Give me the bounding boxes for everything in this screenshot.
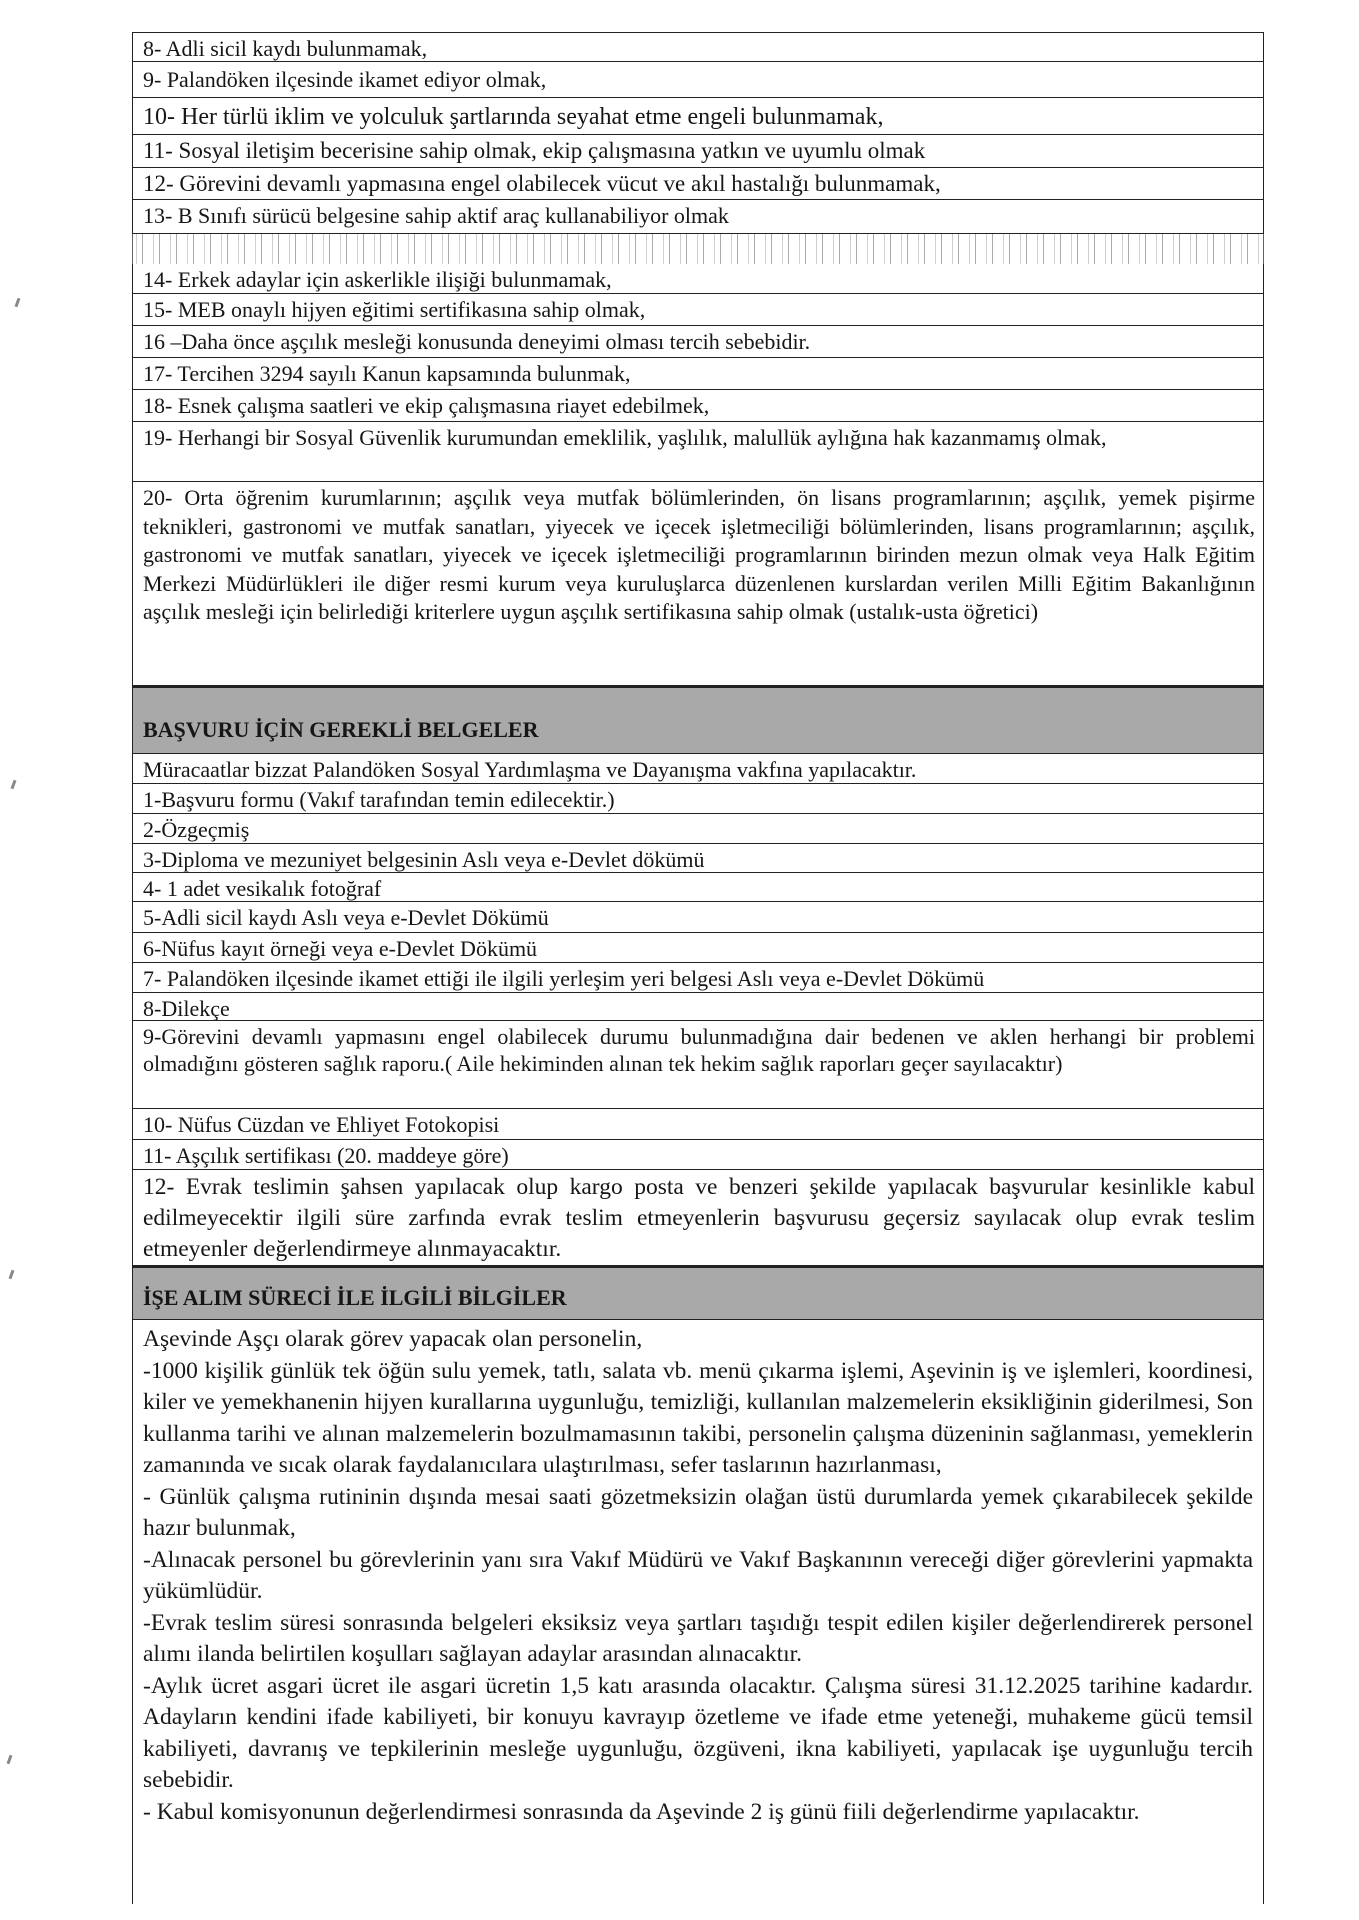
requirement-item: 20- Orta öğrenim kurumlarının; aşçılık veya mutfak bölümlerinden, ön lisans programlarının; aşçılık, yemek pişirme teknikleri, gastronomi ve mutfak sanatları, yiyecek ve içecek işletmeciliği bölümlerinden, lisans programlarının; aşçılık, gastronomi ve mutfak sanatları, yiyecek ve içecek işletmeciliği programlarının birinden mezun olmak veya Halk Eğitim Merkezi Müdürlükleri ile diğer resmi kurum veya kuruluşlarca düzenlenen kurslardan verilen Milli Eğitim Bakanlığının aşçılık mesleği için belirlediği kriterlere uygun aşçılık sertifikasına sahip olmak (ustalık-usta öğretici) bbox=[132, 482, 1264, 686]
document-item: 3-Diploma ve mezuniyet belgesinin Aslı veya e-Devlet dökümü bbox=[132, 844, 1264, 873]
document-item: 4- 1 adet vesikalık fotoğraf bbox=[132, 873, 1264, 902]
document-page bbox=[132, 32, 1264, 1904]
hiring-paragraph: - Kabul komisyonunun değerlendirmesi sonrasında da Aşevinde 2 iş günü fiili değerlendirme yapılacaktır. bbox=[143, 1798, 1140, 1825]
section-header-documents bbox=[132, 686, 1264, 754]
requirement-item: 18- Esnek çalışma saatleri ve ekip çalışmasına riayet edebilmek, bbox=[132, 390, 1264, 422]
document-item: 1-Başvuru formu (Vakıf tarafından temin edilecektir.) bbox=[132, 784, 1264, 814]
scan-artifact bbox=[132, 234, 1264, 264]
requirement-item: 17- Tercihen 3294 sayılı Kanun kapsamında bulunmak, bbox=[132, 358, 1264, 390]
scan-mark bbox=[15, 298, 21, 307]
hiring-paragraph: -Aylık ücret asgari ücret ile asgari ücretin 1,5 katı arasında olacaktır. Çalışma süresi 31.12.2025 tarihine kadardır. Adayların kendini ifade kabiliyeti, bir konuyu kavrayıp özetleme ve ifade etme yeteneği, muhakeme gücü temsil kabiliyeti, davranış ve tepkilerinin mesleğe uygunluğu, özgüveni, ikna kabiliyeti, yapılacak işe uygunluğu tercih sebebidir. bbox=[143, 1672, 1253, 1793]
section-title: İŞE ALIM SÜRECİ İLE İLGİLİ BİLGİLER bbox=[143, 1285, 567, 1310]
document-item: Müracaatlar bizzat Palandöken Sosyal Yardımlaşma ve Dayanışma vakfına yapılacaktır. bbox=[132, 754, 1264, 784]
requirement-item: 13- B Sınıfı sürücü belgesine sahip aktif araç kullanabiliyor olmak bbox=[132, 200, 1264, 234]
document-item: 11- Aşçılık sertifikası (20. maddeye göre) bbox=[132, 1140, 1264, 1170]
hiring-paragraph: - Günlük çalışma rutininin dışında mesai saati gözetmeksizin olağan üstü durumlarda yemek çıkarabilecek şekilde hazır bulunmak, bbox=[143, 1483, 1253, 1541]
requirement-item: 9- Palandöken ilçesinde ikamet ediyor olmak, bbox=[132, 62, 1264, 98]
scan-mark bbox=[11, 780, 17, 789]
requirement-item: 19- Herhangi bir Sosyal Güvenlik kurumundan emeklilik, yaşlılık, malullük aylığına hak kazanmamış olmak, bbox=[132, 422, 1264, 482]
document-item: 12- Evrak teslimin şahsen yapılacak olup kargo posta ve benzeri şekilde yapılacak başvurular kesinlikle kabul edilmeyecektir ilgili süre zarfında evrak teslim etmeyenlerin başvurusu geçersiz sayılacak olup evrak teslim etmeyenler değerlendirmeye alınmayacaktır. bbox=[132, 1170, 1264, 1266]
hiring-paragraph: -Alınacak personel bu görevlerinin yanı sıra Vakıf Müdürü ve Vakıf Başkanının vereceği diğer görevlerini yapmakta yükümlüdür. bbox=[143, 1546, 1253, 1604]
section-title: BAŞVURU İÇİN GEREKLİ BELGELER bbox=[143, 717, 539, 742]
section-header-hiring bbox=[132, 1266, 1264, 1320]
requirement-item: 10- Her türlü iklim ve yolculuk şartlarında seyahat etme engeli bulunmamak, bbox=[132, 98, 1264, 135]
requirement-item: 8- Adli sicil kaydı bulunmamak, bbox=[132, 32, 1264, 62]
requirement-item: 12- Görevini devamlı yapmasına engel olabilecek vücut ve akıl hastalığı bulunmamak, bbox=[132, 168, 1264, 200]
document-item: 10- Nüfus Cüzdan ve Ehliyet Fotokopisi bbox=[132, 1109, 1264, 1140]
document-item: 7- Palandöken ilçesinde ikamet ettiği ile ilgili yerleşim yeri belgesi Aslı veya e-Devlet Dökümü bbox=[132, 963, 1264, 993]
requirement-item: 14- Erkek adaylar için askerlikle ilişiği bulunmamak, bbox=[132, 264, 1264, 294]
hiring-paragraph: Aşevinde Aşçı olarak görev yapacak olan personelin, bbox=[143, 1326, 643, 1352]
document-item: 8-Dilekçe bbox=[132, 993, 1264, 1021]
requirement-item: 16 –Daha önce aşçılık mesleği konusunda deneyimi olması tercih sebebidir. bbox=[132, 326, 1264, 358]
document-item: 2-Özgeçmiş bbox=[132, 814, 1264, 844]
scan-mark bbox=[9, 1270, 15, 1279]
hiring-paragraph: -Evrak teslim süresi sonrasında belgeleri eksiksiz veya şartları taşıdığı tespit edilen kişiler değerlendirerek personel alımı ilanda belirtilen koşulları sağlayan adaylar arasından alınacaktır. bbox=[143, 1609, 1253, 1667]
hiring-paragraph: -1000 kişilik günlük tek öğün sulu yemek, tatlı, salata vb. menü çıkarma işlemi, Aşevinin iş ve işlemleri, koordinesi, kiler ve yemekhanenin hijyen kurallarına uygunluğu, temizliği, kullanılan malzemelerin eksikliğinin giderilmesi, Son kullanma tarihi ve alınan malzemelerin bozulmamasının takibi, personelin çalışma düzeninin sağlanması, yemeklerin zamanında ve sıcak olarak faydalanıcılara ulaştırılması, sefer taslarının hazırlanması, bbox=[143, 1357, 1253, 1478]
document-item: 5-Adli sicil kaydı Aslı veya e-Devlet Dökümü bbox=[132, 902, 1264, 933]
document-item: 9-Görevini devamlı yapmasını engel olabilecek durumu bulunmadığına dair bedenen ve aklen herhangi bir problemi olmadığını gösteren sağlık raporu.( Aile hekiminden alınan tek hekim sağlık raporları geçer sayılacaktır) bbox=[132, 1021, 1264, 1109]
requirement-item: 15- MEB onaylı hijyen eğitimi sertifikasına sahip olmak, bbox=[132, 294, 1264, 326]
requirement-item: 11- Sosyal iletişim becerisine sahip olmak, ekip çalışmasına yatkın ve uyumlu olmak bbox=[132, 135, 1264, 168]
scan-mark bbox=[7, 1755, 13, 1764]
hiring-info-text bbox=[132, 1320, 1264, 1904]
document-item: 6-Nüfus kayıt örneği veya e-Devlet Dökümü bbox=[132, 933, 1264, 963]
